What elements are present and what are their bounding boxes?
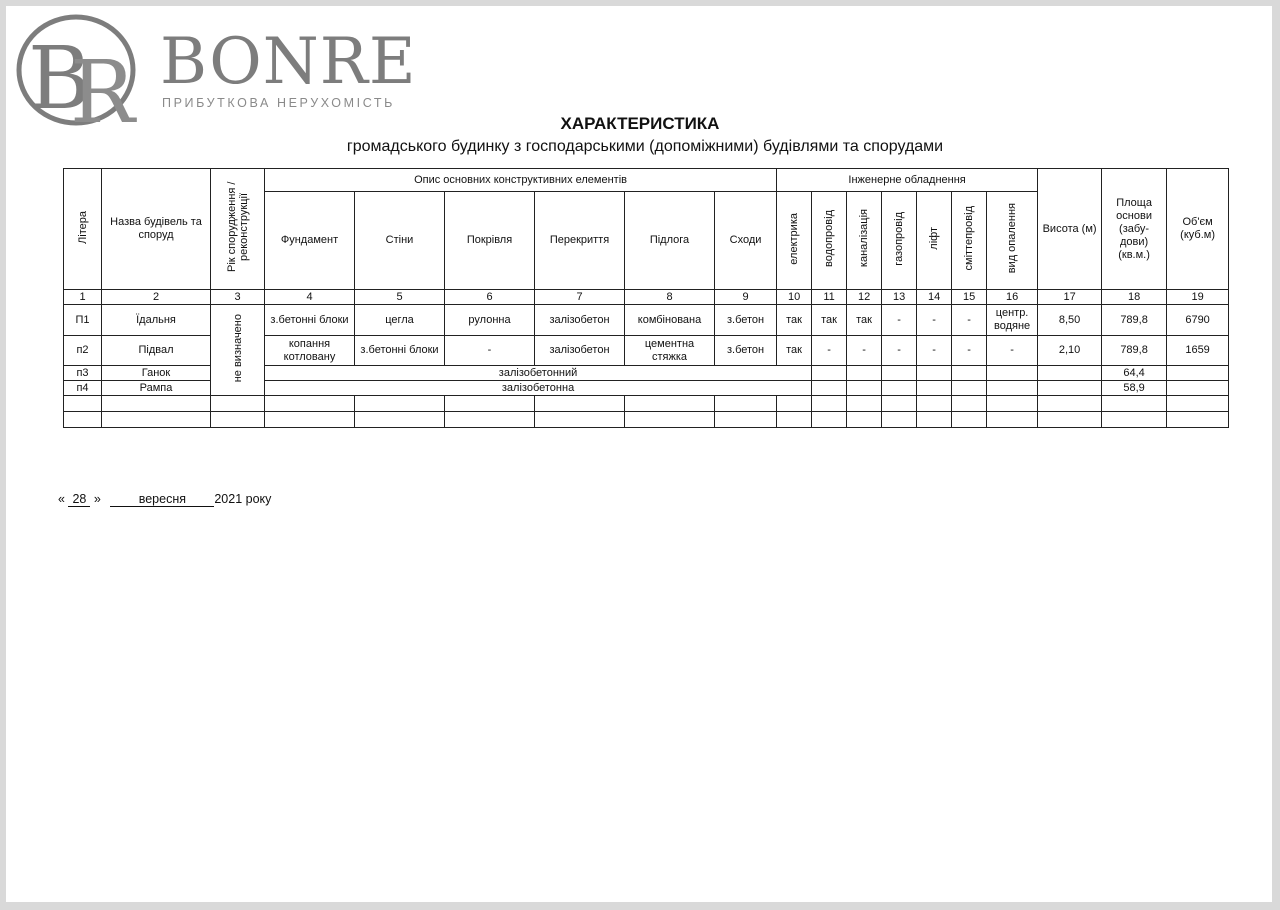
cell-name: Рампа (102, 381, 211, 396)
cell-material: залізобетонний (265, 366, 812, 381)
cell-height: 8,50 (1038, 305, 1102, 336)
cell-ceiling: залізобетон (535, 305, 625, 336)
bonre-logo (14, 10, 417, 130)
cell-material: залізобетонна (265, 381, 812, 396)
cell-foundation: з.бетонні блоки (265, 305, 355, 336)
br-monogram-icon (14, 10, 154, 130)
cell-chute: - (952, 305, 987, 336)
cell-gas: - (882, 305, 917, 336)
cell-roof: - (445, 336, 535, 366)
cell-ceiling: залізобетон (535, 336, 625, 366)
col-num: 1 (64, 290, 102, 305)
col-num: 17 (1038, 290, 1102, 305)
cell-sewer: - (847, 336, 882, 366)
header-litera: Літера (64, 169, 102, 290)
document-page (6, 6, 1272, 902)
header-stairs: Сходи (715, 192, 777, 290)
cell-walls: з.бетонні блоки (355, 336, 445, 366)
header-group-engineering: Інженерне обладнення (777, 169, 1038, 192)
col-num: 8 (625, 290, 715, 305)
column-number-row (64, 290, 1229, 305)
header-height: Висота (м) (1038, 169, 1102, 290)
header-water: водопровід (812, 192, 847, 290)
cell-stairs: з.бетон (715, 336, 777, 366)
cell-gas: - (882, 336, 917, 366)
cell-area: 789,8 (1102, 305, 1167, 336)
col-num: 18 (1102, 290, 1167, 305)
header-sewer: каналізація (847, 192, 882, 290)
cell-floor: комбінована (625, 305, 715, 336)
col-num: 13 (882, 290, 917, 305)
cell-area: 58,9 (1102, 381, 1167, 396)
cell-sewer: так (847, 305, 882, 336)
table-row-empty (64, 396, 1229, 412)
cell-floor: цементна стяжка (625, 336, 715, 366)
header-gas: газопровід (882, 192, 917, 290)
header-electric: електрика (777, 192, 812, 290)
cell-area: 789,8 (1102, 336, 1167, 366)
header-year: Рік спорудження / реконструкції (211, 169, 265, 290)
cell-litera: п3 (64, 366, 102, 381)
header-floor: Підлога (625, 192, 715, 290)
col-num: 16 (987, 290, 1038, 305)
cell-stairs: з.бетон (715, 305, 777, 336)
col-num: 5 (355, 290, 445, 305)
cell-volume: 1659 (1167, 336, 1229, 366)
header-lift: ліфт (917, 192, 952, 290)
cell-litera: П1 (64, 305, 102, 336)
col-num: 4 (265, 290, 355, 305)
cell-foundation: копання котловану (265, 336, 355, 366)
cell-lift: - (917, 305, 952, 336)
header-ceiling: Перекриття (535, 192, 625, 290)
document-date (58, 492, 271, 507)
cell-area: 64,4 (1102, 366, 1167, 381)
logo-tagline: ПРИБУТКОВА НЕРУХОМІСТЬ (162, 96, 395, 110)
col-num: 2 (102, 290, 211, 305)
date-month: вересня (110, 493, 214, 507)
header-heating: вид опалення (987, 192, 1038, 290)
header-foundation: Фундамент (265, 192, 355, 290)
cell-water: так (812, 305, 847, 336)
cell-heating: центр. водяне (987, 305, 1038, 336)
cell-electric: так (777, 305, 812, 336)
col-num: 6 (445, 290, 535, 305)
cell-name: Їдальня (102, 305, 211, 336)
header-roof: Покрівля (445, 192, 535, 290)
logo-wordmark: BONRE (160, 25, 417, 99)
cell-chute: - (952, 336, 987, 366)
col-num: 14 (917, 290, 952, 305)
cell-year: не визначено (211, 305, 265, 396)
col-num: 7 (535, 290, 625, 305)
col-num: 12 (847, 290, 882, 305)
col-num: 19 (1167, 290, 1229, 305)
date-close-quote: » (93, 492, 101, 506)
cell-roof: рулонна (445, 305, 535, 336)
col-num: 10 (777, 290, 812, 305)
document-subtitle: громадського будинку з господарськими (допоміжними) будівлями та спорудами (346, 138, 944, 155)
cell-lift: - (917, 336, 952, 366)
cell-heating: - (987, 336, 1038, 366)
date-open-quote: « (58, 492, 65, 506)
characteristics-table (63, 168, 1229, 428)
svg-text:R: R (70, 43, 135, 130)
col-num: 15 (952, 290, 987, 305)
cell-volume: 6790 (1167, 305, 1229, 336)
cell-height: 2,10 (1038, 336, 1102, 366)
date-day: 28 (68, 493, 90, 507)
cell-electric: так (777, 336, 812, 366)
cell-name: Ганок (102, 366, 211, 381)
date-year: 2021 року (214, 492, 272, 506)
cell-name: Підвал (102, 336, 211, 366)
header-name: Назва будівель та споруд (102, 169, 211, 290)
cell-water: - (812, 336, 847, 366)
cell-litera: п4 (64, 381, 102, 396)
header-area: Площа основи (забу-дови) (кв.м.) (1102, 169, 1167, 290)
col-num: 9 (715, 290, 777, 305)
header-walls: Стіни (355, 192, 445, 290)
header-group-structural: Опис основних конструктивних елементів (265, 169, 777, 192)
svg-text:B: B (28, 29, 92, 129)
cell-litera: п2 (64, 336, 102, 366)
table-row-empty (64, 412, 1229, 428)
cell-walls: цегла (355, 305, 445, 336)
header-chute: сміттепровід (952, 192, 987, 290)
col-num: 3 (211, 290, 265, 305)
table-row (64, 305, 1229, 336)
col-num: 11 (812, 290, 847, 305)
header-volume: Об'єм (куб.м) (1167, 169, 1229, 290)
document-title: ХАРАКТЕРИСТИКА (560, 114, 720, 133)
